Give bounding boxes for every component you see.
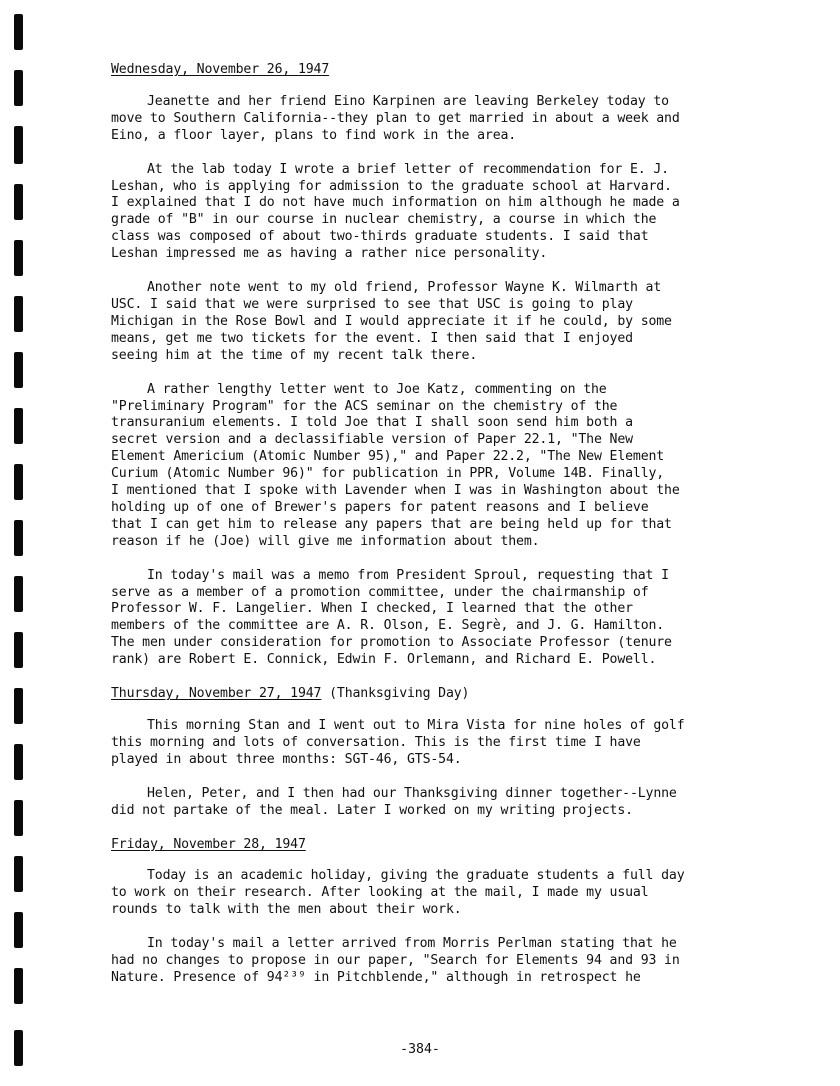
entry-date: Thursday, November 27, 1947 xyxy=(111,686,322,702)
entry-date-note: (Thanksgiving Day) xyxy=(321,686,470,702)
diary-entry xyxy=(111,686,811,819)
page-number: -384- xyxy=(400,1042,440,1057)
entry-paragraph: Today is an academic holiday, giving the graduate students a full day to work on their research. After looking at the mail, I made my usual rounds to talk with the men about their work. xyxy=(111,868,685,918)
entry-paragraph: At the lab today I wrote a brief letter of recommendation for E. J. Leshan, who is applying for admission to the graduate school at Harvard. I explained that I do not have much information on him although he made a grade of "B" in our course in nuclear chemistry, a course in which the class was composed of about two-thirds graduate students. I said that Leshan impressed me as having a rather nice personality. xyxy=(111,161,680,262)
entry-paragraph: In today's mail was a memo from President Sproul, requesting that I serve as a member of a promotion committee, under the chairmanship of Professor W. F. Langelier. When I checked, I learned that the other members of the committee are A. R. Olson, E. Segrè, and J. G. Hamilton. The men under consideration for promotion to Associate Professor (tenure rank) are Robert E. Connick, Edwin F. Orlemann, and Richard E. Powell. xyxy=(111,567,672,668)
diary-entry xyxy=(111,62,811,669)
entry-paragraph: In today's mail a letter arrived from Morris Perlman stating that he had no changes to propose in our paper, "Search for Elements 94 and 93 in Nature. Presence of 94²³⁹ in Pitchblende," although in retrospect he xyxy=(111,936,680,985)
entry-paragraph: Jeanette and her friend Eino Karpinen are leaving Berkeley today to move to Southern California--they plan to get married in about a week and Eino, a floor layer, plans to find work in the area. xyxy=(111,93,680,143)
entry-date-heading xyxy=(111,837,811,854)
entry-date: Friday, November 28, 1947 xyxy=(111,836,306,852)
entry-paragraph: This morning Stan and I went out to Mira Vista for nine holes of golf this morning and lots of conversation. This is the first time I have played in about three months: SGT-46, GTS-54. xyxy=(111,718,685,767)
binder-hole-strip xyxy=(14,0,28,1086)
entry-paragraph: Helen, Peter, and I then had our Thanksgiving dinner together--Lynne did not partake of the meal. Later I worked on my writing projects. xyxy=(111,785,677,818)
entry-date-heading xyxy=(111,686,811,703)
entry-date: Wednesday, November 26, 1947 xyxy=(111,62,330,77)
entry-date-heading xyxy=(111,62,811,79)
diary-entry xyxy=(111,837,811,987)
entry-paragraph: Another note went to my old friend, Professor Wayne K. Wilmarth at USC. I said that we were surprised to see that USC is going to play Michigan in the Rose Bowl and I would appreciate it if he could, by some means, get me two tickets for the event. I then said that I enjoyed seeing him at the time of my recent talk there. xyxy=(111,280,672,363)
entry-paragraph: A rather lengthy letter went to Joe Katz, commenting on the "Preliminary Program" for the ACS seminar on the chemistry of the transuranium elements. I told Joe that I shall soon send him both a secret version and a declassifiable version of Paper 22.1, "The New Element Americium (Atomic Number 95)," and Paper 22.2, "The New Element Curium (Atomic Number 96)" for publication in PPR, Volume 14B. Finally, I mentioned that I spoke with Lavender when I was in Washington about the holding up of one of Brewer's papers for patent reasons and I believe that I can get him to release any papers that are being held up for that reason if he (Joe) will give me information about them. xyxy=(111,381,680,549)
journal-page xyxy=(111,62,811,1004)
